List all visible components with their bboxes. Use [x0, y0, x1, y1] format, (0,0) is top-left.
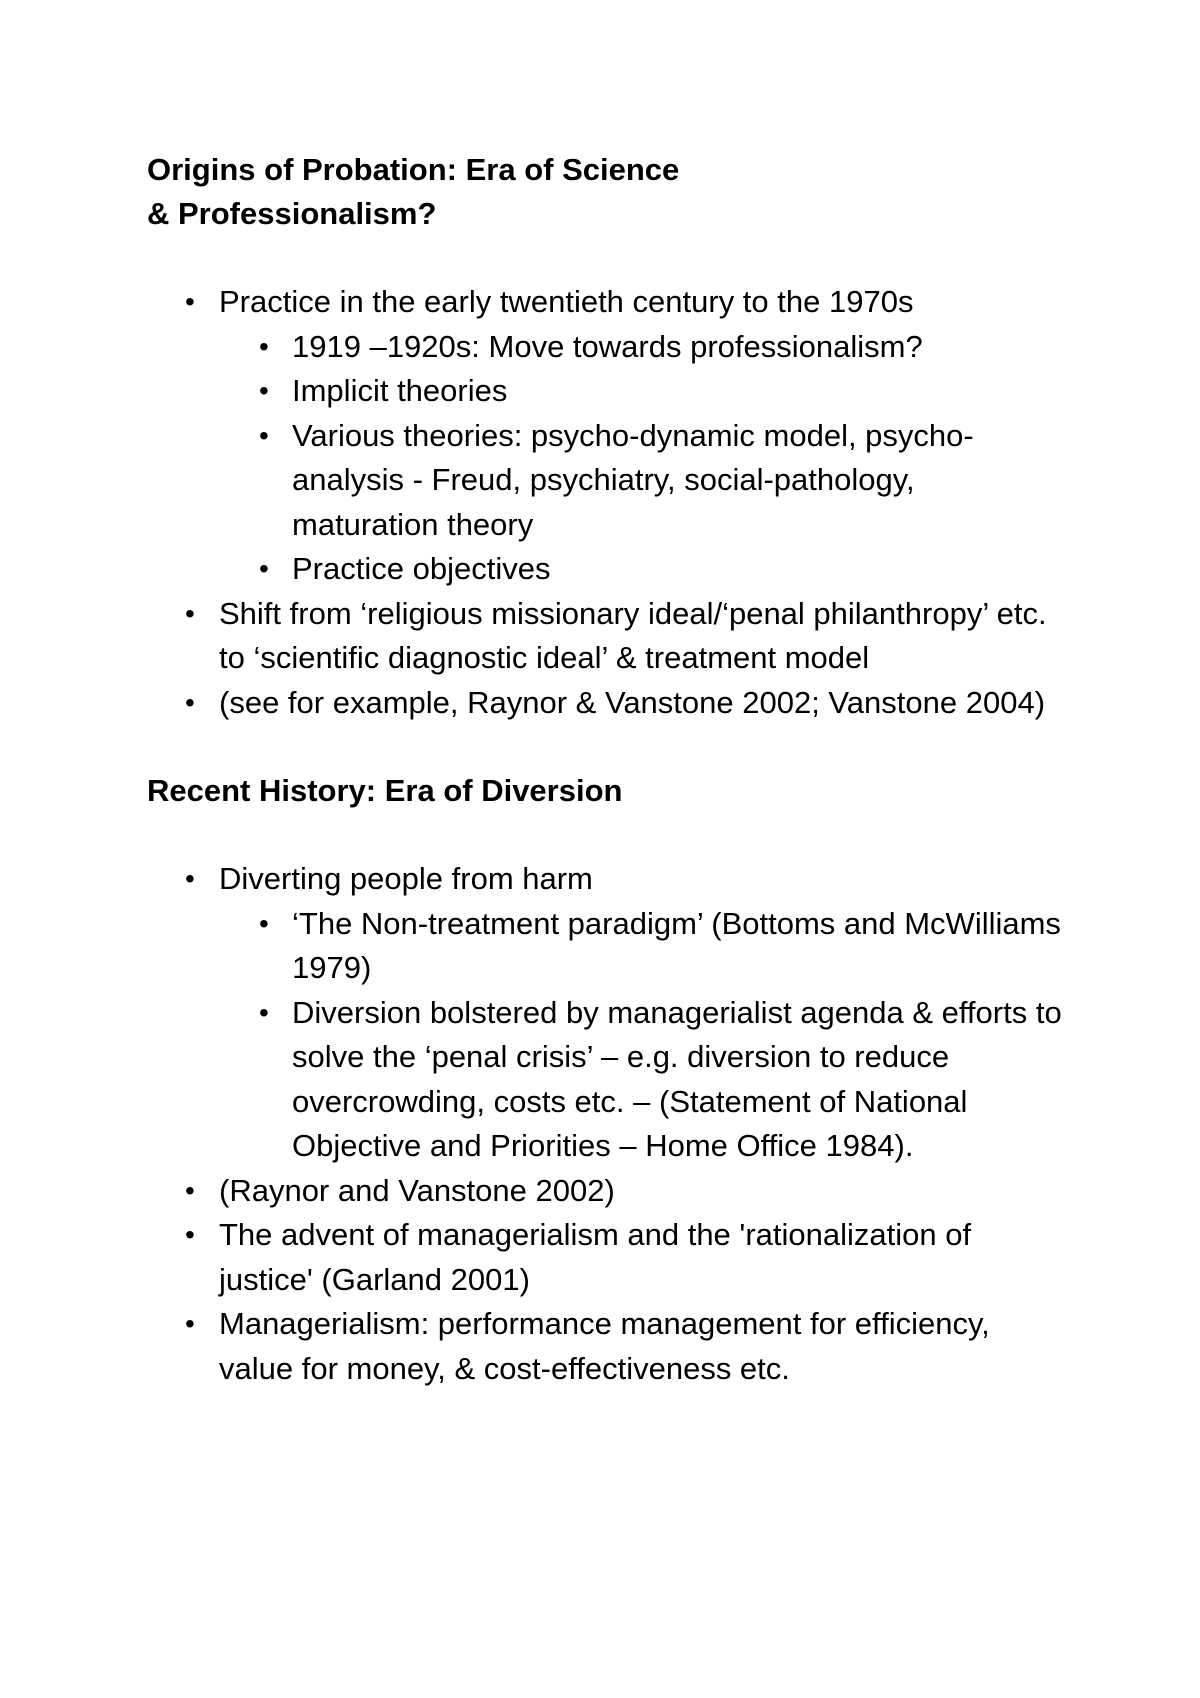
sub-list-item	[219, 325, 1067, 370]
section-origins-of-probation	[147, 148, 1067, 725]
list-item-text: Shift from ‘religious missionary ideal/‘penal philanthropy’ etc. to ‘scientific diagnostic ideal’ & treatment model	[219, 595, 1047, 675]
bullet-icon: •	[259, 330, 269, 362]
heading-line: & Professionalism?	[147, 196, 437, 231]
bullet-icon: •	[185, 1308, 195, 1339]
bullet-icon: •	[259, 553, 269, 584]
document-page	[147, 148, 1067, 1391]
section-heading	[147, 769, 1067, 813]
section-recent-history	[147, 769, 1067, 1391]
sub-list-item-text: ‘The Non-treatment paradigm’ (Bottoms and McWilliams 1979)	[292, 905, 1061, 985]
sub-list-item-text: 1919 –1920s: Move towards professionalism?	[292, 328, 923, 364]
bullet-list	[147, 857, 1067, 1391]
list-item-text: (Raynor and Vanstone 2002)	[219, 1172, 615, 1208]
bullet-icon: •	[185, 1219, 195, 1250]
list-item-text: Diverting people from harm	[219, 861, 593, 896]
bullet-icon: •	[185, 597, 195, 629]
list-item	[147, 1302, 1067, 1391]
bullet-icon: •	[259, 996, 269, 1028]
list-item-text: (see for example, Raynor & Vanstone 2002; Vanstone 2004)	[219, 684, 1046, 720]
list-item	[147, 1213, 1067, 1302]
sub-list-item-text: Diversion bolstered by managerialist agenda & efforts to solve the ‘penal crisis’ – e.g. diversion to reduce overcrowding, costs etc. – (Statement of National Objective and Priorities – Home Office 1984).	[292, 994, 1062, 1163]
bullet-list	[147, 280, 1067, 725]
sub-list-item-text: Various theories: psycho-dynamic model, psycho-analysis - Freud, psychiatry, social-pathology, maturation theory	[292, 417, 974, 542]
list-item	[147, 681, 1067, 726]
sub-list-item-text: Implicit theories	[292, 373, 508, 408]
heading-line: Recent History: Era of Diversion	[147, 773, 623, 808]
sub-list-item	[219, 369, 1067, 414]
bullet-icon: •	[185, 286, 195, 317]
list-item	[147, 1169, 1067, 1214]
heading-line: Origins of Probation: Era of Science	[147, 152, 680, 187]
list-item	[147, 857, 1067, 1169]
section-heading	[147, 148, 1067, 236]
bullet-icon: •	[185, 686, 195, 718]
sub-list-item-text: Practice objectives	[292, 551, 551, 586]
sub-list-item	[219, 902, 1067, 991]
bullet-icon: •	[259, 375, 269, 406]
sub-bullet-list	[219, 325, 1067, 592]
bullet-icon: •	[185, 863, 195, 894]
bullet-icon: •	[259, 907, 269, 939]
list-item	[147, 592, 1067, 681]
list-item-text: The advent of managerialism and the 'rationalization of justice' (Garland 2001)	[219, 1217, 972, 1297]
list-item	[147, 280, 1067, 592]
list-item-text: Managerialism: performance management for efficiency, value for money, & cost-effectiveness etc.	[219, 1306, 990, 1386]
list-item-text: Practice in the early twentieth century to the 1970s	[219, 284, 914, 319]
sub-list-item	[219, 991, 1067, 1169]
bullet-icon: •	[185, 1174, 195, 1206]
sub-list-item	[219, 547, 1067, 592]
sub-list-item	[219, 414, 1067, 548]
sub-bullet-list	[219, 902, 1067, 1169]
bullet-icon: •	[259, 419, 269, 451]
